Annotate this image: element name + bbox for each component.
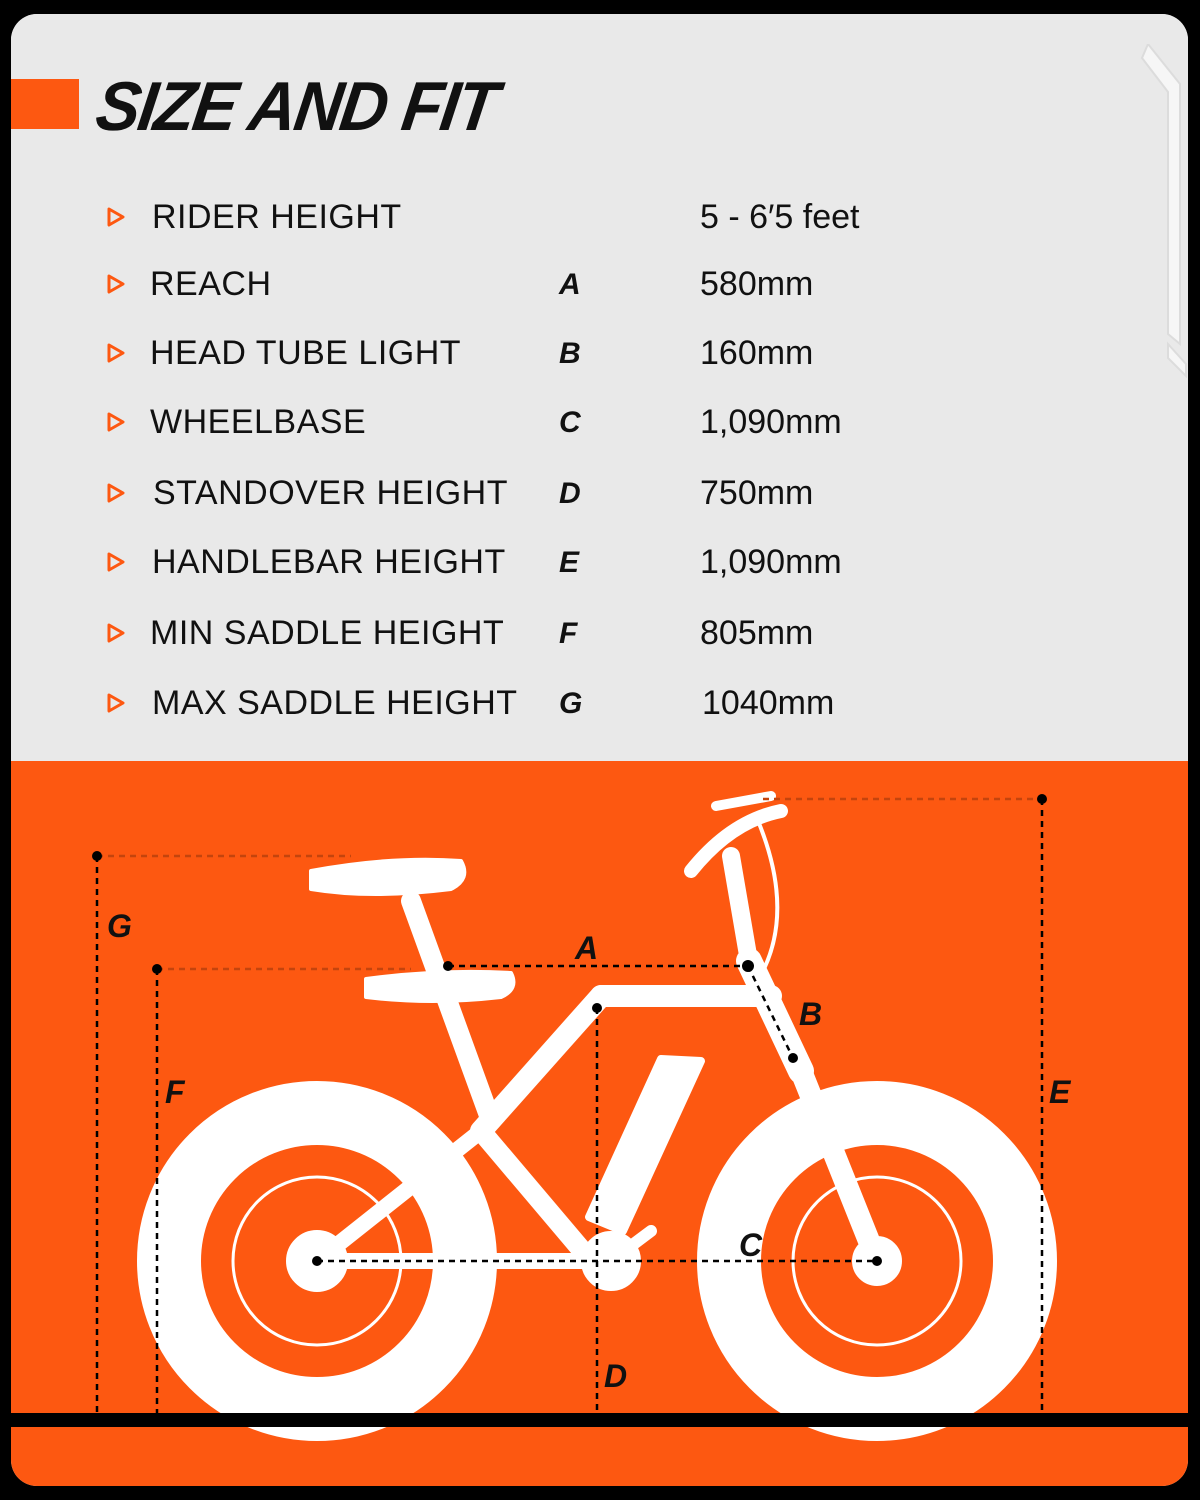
spec-value: 160mm [700,334,814,372]
play-arrow-icon [105,206,127,228]
spec-row-head-tube [11,328,1188,378]
play-arrow-icon [105,692,127,714]
title-accent-bar [11,79,79,129]
spec-row-reach [11,259,1188,309]
dimension-a-label: A [575,930,599,966]
spec-label: MIN SADDLE HEIGHT [150,614,505,652]
page-title: SIZE AND FIT [91,67,502,145]
play-arrow-icon [105,551,127,573]
dimension-e-label: E [1049,1074,1071,1110]
spec-value: 805mm [700,614,814,652]
spec-label: MAX SADDLE HEIGHT [152,684,518,722]
spec-value: 580mm [700,265,814,303]
spec-value: 1040mm [702,684,835,722]
play-arrow-icon [105,482,127,504]
size-and-fit-card [11,14,1188,1486]
spec-row-min-saddle [11,608,1188,658]
spec-letter: E [559,546,580,579]
spec-value: 1,090mm [700,403,842,441]
bike-geometry-diagram [11,761,1188,1486]
spec-label: RIDER HEIGHT [152,198,402,236]
spec-row-max-saddle [11,678,1188,728]
spec-value: 750mm [700,474,814,512]
spec-panel [11,14,1188,761]
dimension-d-label: D [604,1358,628,1394]
dimension-f-label: F [165,1074,185,1110]
spec-letter: G [559,687,583,720]
spec-label: WHEELBASE [150,403,367,441]
spec-value: 1,090mm [700,543,842,581]
spec-letter: D [559,477,581,510]
diagram-panel [11,761,1188,1486]
spec-label: REACH [150,265,272,303]
dimension-b-label: B [799,996,823,1032]
spec-row-standover [11,468,1188,518]
spec-letter: F [559,617,578,650]
play-arrow-icon [105,411,127,433]
spec-label: HANDLEBAR HEIGHT [152,543,506,581]
play-arrow-icon [105,342,127,364]
spec-row-rider-height [11,192,1188,242]
spec-letter: A [559,268,581,301]
spec-letter: C [559,406,581,439]
spec-row-handlebar [11,537,1188,587]
spec-letter: B [559,337,581,370]
dimension-c-label: C [739,1227,763,1263]
spec-value: 5 - 6′5 feet [700,198,860,236]
play-arrow-icon [105,273,127,295]
play-arrow-icon [105,622,127,644]
spec-row-wheelbase [11,397,1188,447]
spec-label: STANDOVER HEIGHT [153,474,508,512]
spec-label: HEAD TUBE LIGHT [150,334,462,372]
dimension-g-label: G [107,908,132,944]
